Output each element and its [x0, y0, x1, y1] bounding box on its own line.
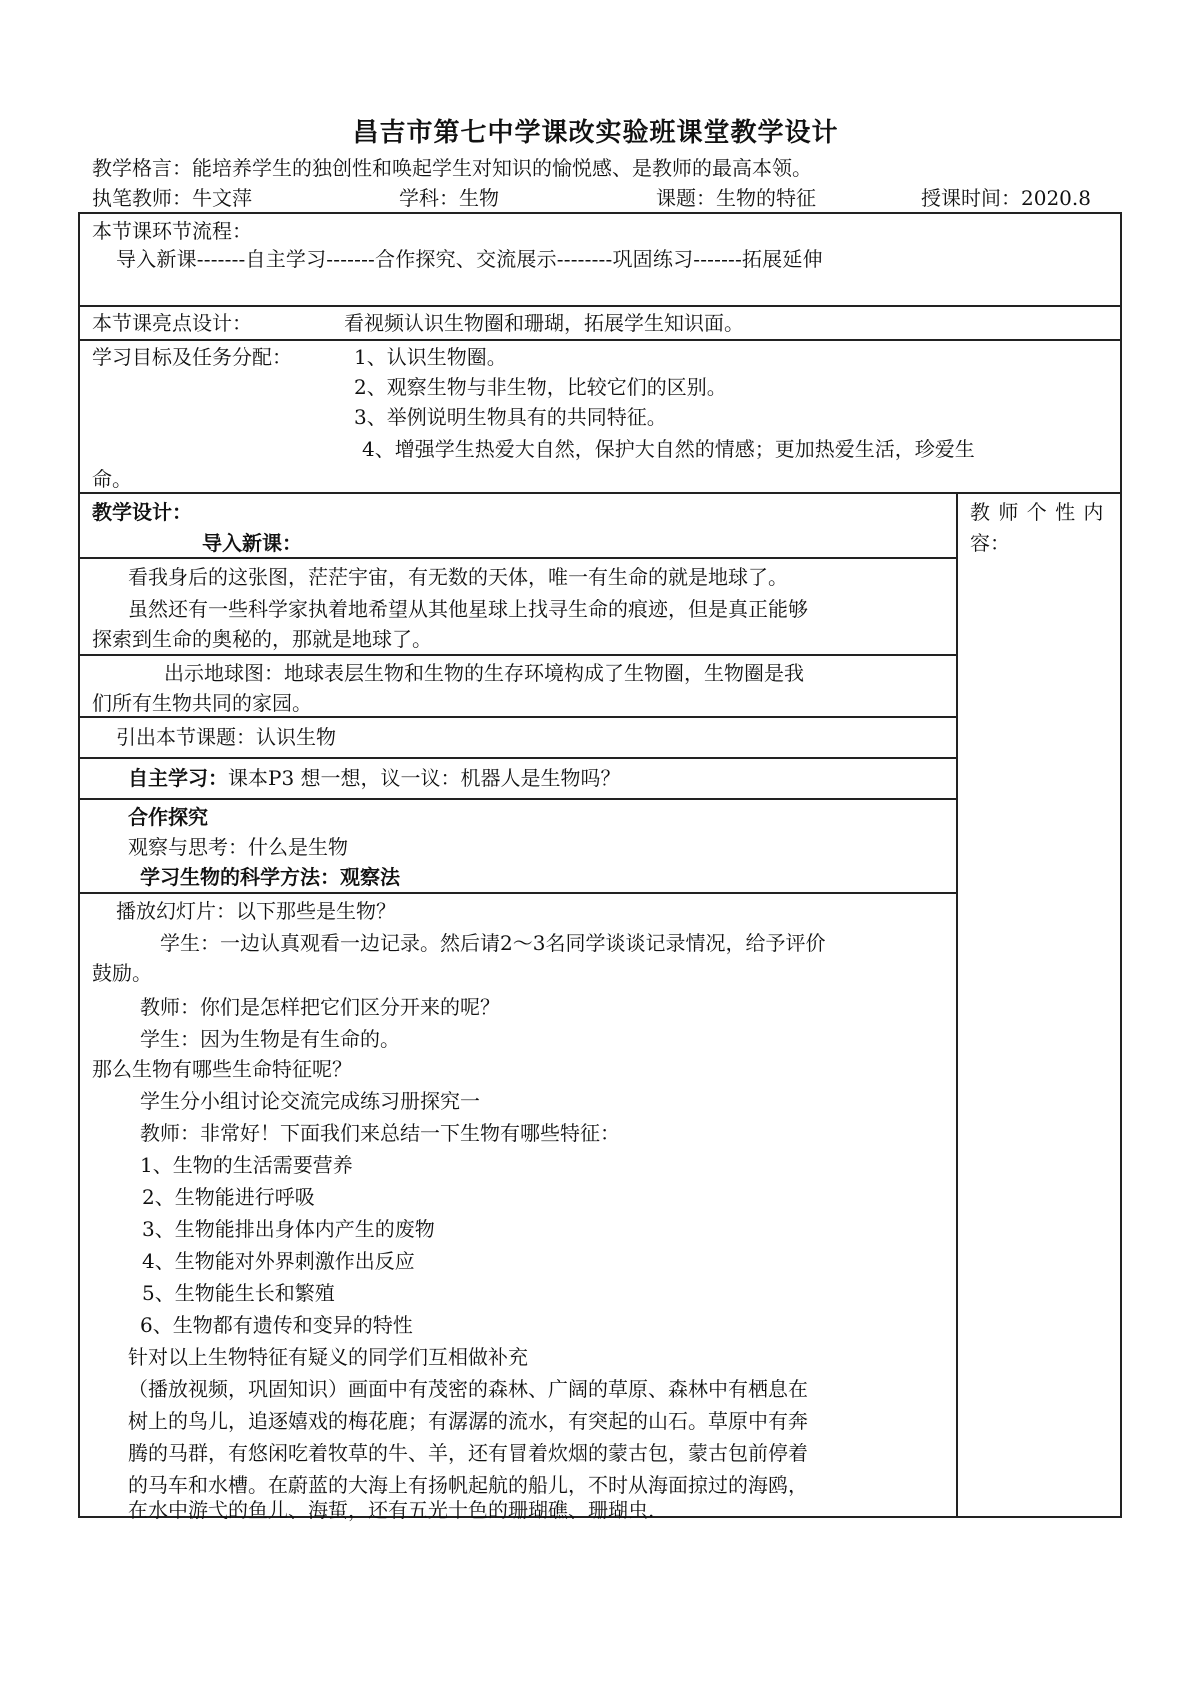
body-line: 树上的鸟儿，追逐嬉戏的梅花鹿；有潺潺的流水，有突起的山石。草原中有奔 [128, 1409, 808, 1433]
highlight-text: 看视频认识生物圈和珊瑚，拓展学生知识面。 [344, 311, 744, 335]
meta-time: 授课时间：2020.8 [921, 186, 1091, 210]
goal-item: 4、增强学生热爱大自然，保护大自然的情感；更加热爱生活，珍爱生 [362, 437, 975, 461]
body-line: 那么生物有哪些生命特征呢？ [92, 1057, 352, 1081]
row-divider [78, 892, 956, 894]
body-line: （播放视频，巩固知识）画面中有茂密的森林、广阔的草原、森林中有栖息在 [128, 1377, 808, 1401]
goals-label: 学习目标及任务分配： [92, 345, 292, 369]
body-line: 播放幻灯片：以下那些是生物？ [116, 899, 396, 923]
self-study-text: 课本P3 想一想，议一议：机器人是生物吗？ [228, 766, 621, 790]
intro-line: 探索到生命的奥秘的，那就是地球了。 [92, 627, 432, 651]
feature-item: 4、生物能对外界刺激作出反应 [142, 1249, 415, 1273]
flow-steps: 导入新课-------自主学习-------合作探究、交流展示--------巩固练习-------拓展延伸 [116, 247, 823, 271]
page-title: 昌吉市第七中学课改实验班课堂教学设计 [352, 118, 839, 148]
intro-line: 看我身后的这张图，茫茫宇宙，有无数的天体，唯一有生命的就是地球了。 [128, 565, 788, 589]
goal-item-continued: 命。 [92, 467, 132, 491]
body-line: 学生：一边认真观看一边记录。然后请2～3名同学谈谈记录情况，给予评价 [160, 931, 826, 955]
goal-item: 1、认识生物圈。 [354, 345, 507, 369]
meta-subject: 学科：生物 [399, 186, 499, 210]
self-study-label: 自主学习： [128, 766, 228, 790]
feature-item: 2、生物能进行呼吸 [142, 1185, 315, 1209]
intro-heading: 导入新课： [202, 531, 302, 555]
method-line: 学习生物的科学方法：观察法 [140, 865, 400, 889]
coop-heading: 合作探究 [128, 805, 208, 829]
body-line: 学生：因为生物是有生命的。 [140, 1027, 400, 1051]
body-line: 的马车和水槽。在蔚蓝的大海上有扬帆起航的船儿，不时从海面掠过的海鸥， [128, 1473, 808, 1497]
side-column-divider [956, 492, 958, 1518]
feature-item: 6、生物都有遗传和变异的特性 [140, 1313, 413, 1337]
body-line: 鼓励。 [92, 961, 152, 985]
body-line: 针对以上生物特征有疑义的同学们互相做补充 [128, 1345, 528, 1369]
design-heading: 教学设计： [92, 500, 192, 524]
table-border-left [78, 212, 80, 1518]
meta-topic: 课题：生物的特征 [656, 186, 816, 210]
intro-line: 虽然还有一些科学家执着地希望从其他星球上找寻生命的痕迹，但是真正能够 [128, 597, 808, 621]
row-divider [78, 305, 1122, 307]
goal-item: 2、观察生物与非生物，比较它们的区别。 [354, 375, 727, 399]
body-line: 教师：非常好！下面我们来总结一下生物有哪些特征： [140, 1121, 620, 1145]
teaching-motto: 教学格言：能培养学生的独创性和唤起学生对知识的愉悦感、是教师的最高本领。 [92, 156, 812, 180]
feature-item: 5、生物能生长和繁殖 [142, 1281, 335, 1305]
table-border-top [78, 212, 1122, 214]
row-divider [78, 492, 1122, 494]
flow-label: 本节课环节流程： [92, 219, 252, 243]
body-line: 在水中游弋的鱼儿、海蜇，还有五光十色的珊瑚礁、珊瑚虫. [128, 1498, 655, 1522]
table-border-right [1120, 212, 1122, 1518]
coop-line: 观察与思考：什么是生物 [128, 835, 348, 859]
feature-item: 3、生物能排出身体内产生的废物 [142, 1217, 435, 1241]
row-divider [78, 798, 956, 800]
row-divider [78, 757, 956, 759]
feature-item: 1、生物的生活需要营养 [140, 1153, 353, 1177]
side-column-heading: 教 师 个 性 内 [970, 500, 1105, 524]
self-study-line [128, 763, 621, 793]
meta-teacher: 执笔教师：牛文萍 [92, 186, 252, 210]
body-line: 腾的马群，有悠闲吃着牧草的牛、羊，还有冒着炊烟的蒙古包，蒙古包前停着 [128, 1441, 808, 1465]
topic-line: 引出本节课题：认识生物 [116, 725, 336, 749]
side-column-heading-continued: 容： [970, 531, 1010, 555]
body-line: 教师：你们是怎样把它们区分开来的呢？ [140, 995, 500, 1019]
row-divider [78, 339, 1122, 341]
goal-item: 3、举例说明生物具有的共同特征。 [354, 405, 667, 429]
body-line: 学生分小组讨论交流完成练习册探究一 [140, 1089, 480, 1113]
map-line: 出示地球图：地球表层生物和生物的生存环境构成了生物圈，生物圈是我 [164, 661, 804, 685]
row-divider [78, 654, 956, 656]
highlight-label: 本节课亮点设计： [92, 311, 252, 335]
map-line: 们所有生物共同的家园。 [92, 691, 312, 715]
